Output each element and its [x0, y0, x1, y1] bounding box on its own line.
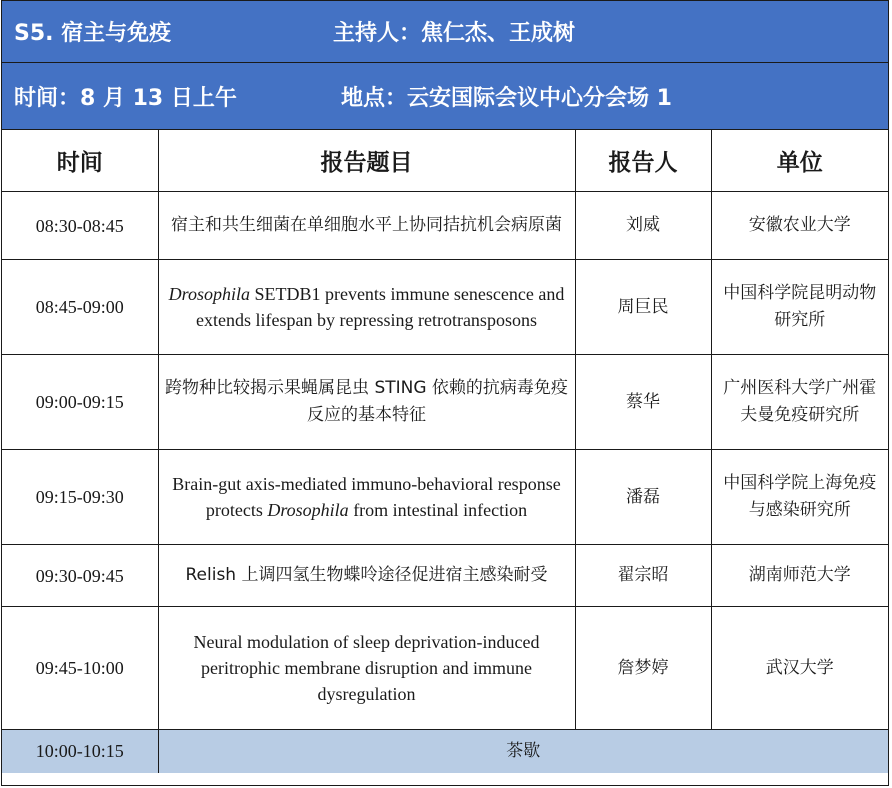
time-location-banner	[2, 63, 888, 130]
row-time: 09:30-09:45	[2, 545, 158, 607]
row-time: 09:45-10:00	[2, 607, 158, 730]
row-title: 宿主和共生细菌在单细胞水平上协同拮抗机会病原菌	[158, 192, 575, 260]
row-speaker: 潘磊	[575, 450, 711, 545]
col-header-title: 报告题目	[158, 130, 575, 192]
table-row	[2, 260, 888, 355]
break-label: 茶歇	[158, 730, 888, 773]
row-title-species: Drosophila	[168, 284, 250, 304]
table-row	[2, 450, 888, 545]
row-title-text: SETDB1 prevents immune senescence and extends lifespan by repressing retrotransposons	[196, 284, 565, 330]
row-speaker: 蔡华	[575, 355, 711, 450]
row-title-tail: from intestinal infection	[348, 500, 528, 520]
row-org: 中国科学院昆明动物研究所	[711, 260, 888, 355]
row-org: 湖南师范大学	[711, 545, 888, 607]
session-banner	[2, 1, 888, 63]
col-header-org: 单位	[711, 130, 888, 192]
session-location: 地点：云安国际会议中心分会场 1	[341, 85, 672, 111]
row-org: 中国科学院上海免疫与感染研究所	[711, 450, 888, 545]
session-time: 时间：8 月 13 日上午	[14, 85, 237, 111]
table-row	[2, 192, 888, 260]
table-row	[2, 355, 888, 450]
row-time: 08:30-08:45	[2, 192, 158, 260]
table-row	[2, 607, 888, 730]
row-speaker: 周巨民	[575, 260, 711, 355]
session-hosts: 主持人：焦仁杰、王成树	[333, 21, 576, 46]
row-time: 08:45-09:00	[2, 260, 158, 355]
row-time: 09:00-09:15	[2, 355, 158, 450]
row-title-text: Brain-gut axis-mediated immuno-behavioral response protects	[172, 474, 561, 520]
col-header-time: 时间	[2, 130, 158, 192]
row-title	[158, 260, 575, 355]
row-org: 广州医科大学广州霍夫曼免疫研究所	[711, 355, 888, 450]
row-title: 跨物种比较揭示果蝇属昆虫 STING 依赖的抗病毒免疫反应的基本特征	[158, 355, 575, 450]
row-title: Neural modulation of sleep deprivation-induced peritrophic membrane disruption and immune dysregulation	[158, 607, 575, 730]
session-title: S5. 宿主与免疫	[14, 21, 172, 46]
table-header-row	[2, 130, 888, 192]
schedule-card	[1, 0, 889, 786]
row-time: 09:15-09:30	[2, 450, 158, 545]
col-header-speaker: 报告人	[575, 130, 711, 192]
row-org: 安徽农业大学	[711, 192, 888, 260]
row-title-species: Drosophila	[267, 500, 349, 520]
break-time: 10:00-10:15	[2, 730, 158, 773]
row-title: Relish 上调四氢生物蝶呤途径促进宿主感染耐受	[158, 545, 575, 607]
break-row	[2, 730, 888, 773]
row-speaker: 刘威	[575, 192, 711, 260]
schedule-table	[2, 130, 888, 773]
row-speaker: 詹梦婷	[575, 607, 711, 730]
table-row	[2, 545, 888, 607]
row-title	[158, 450, 575, 545]
row-org: 武汉大学	[711, 607, 888, 730]
row-speaker: 翟宗昭	[575, 545, 711, 607]
